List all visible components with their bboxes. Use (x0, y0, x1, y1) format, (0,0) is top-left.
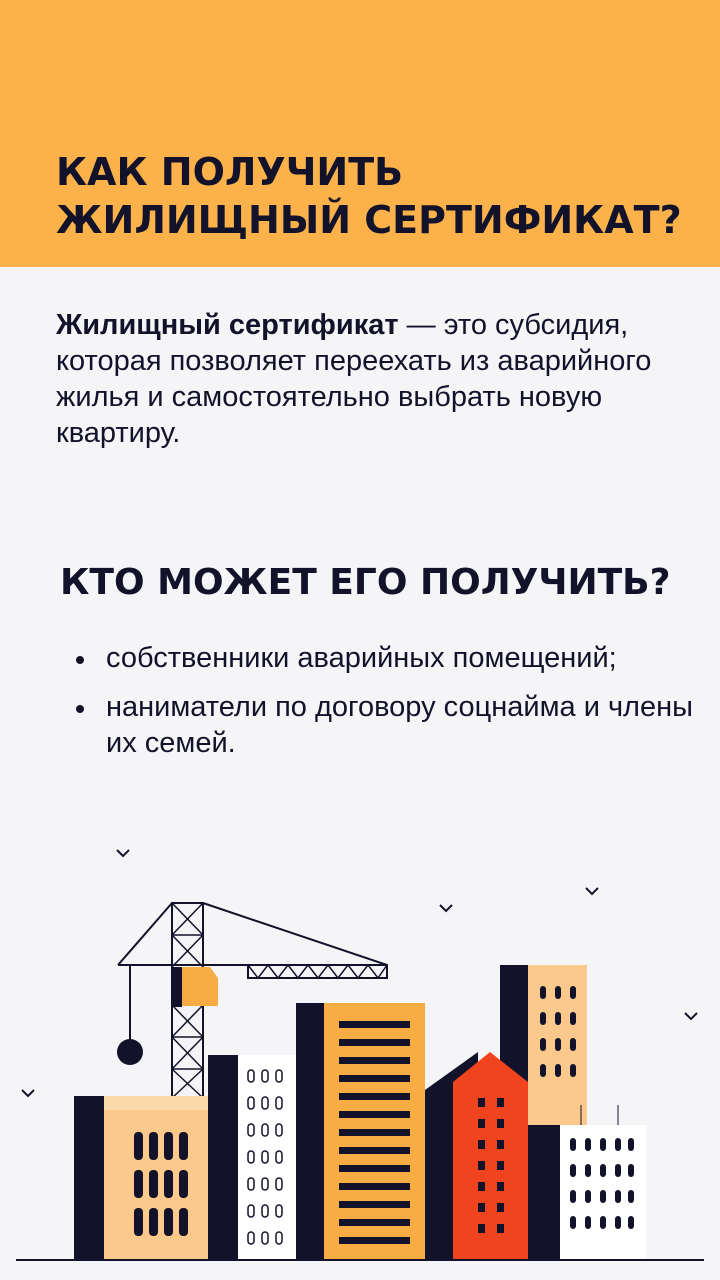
page-title: КАК ПОЛУЧИТЬ ЖИЛИЩНЫЙ СЕРТИФИКАТ? (56, 150, 682, 242)
section-title: КТО МОЖЕТ ЕГО ПОЛУЧИТЬ? (60, 562, 671, 603)
apartment-building-icon (425, 1052, 528, 1260)
apartment-building-icon (74, 1096, 223, 1260)
list-item (72, 689, 712, 761)
bullet-icon (76, 656, 84, 664)
apartment-building-icon (208, 1055, 296, 1260)
list-item (72, 640, 712, 676)
intro-term: Жилищный сертификат (56, 309, 399, 341)
apartment-building-icon (296, 1003, 425, 1260)
list-item-text: собственники аварийных помещений; (106, 642, 617, 674)
intro-paragraph (56, 307, 696, 451)
eligible-list (72, 640, 712, 774)
bullet-icon (76, 705, 84, 713)
list-item-text: наниматели по договору соцнайма и члены их семей. (106, 691, 693, 759)
apartment-building-icon (528, 1105, 646, 1260)
city-illustration (0, 830, 720, 1280)
intro-definition: — это субсидия, которая позволяет переехать из аварийного жилья и самостоятельно выбрать новую квартиру. (56, 309, 652, 449)
